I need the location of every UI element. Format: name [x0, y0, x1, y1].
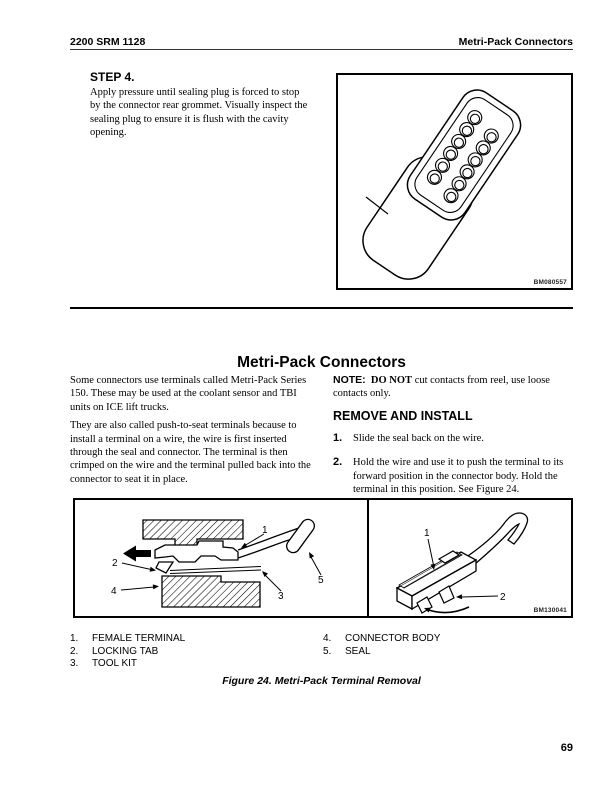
step4-heading: STEP 4. [90, 70, 135, 84]
seal-shape [284, 517, 317, 555]
paragraph-push-to-seat: They are also called push-to-seat terminals because to install a terminal on a wire, the wire is first inserted through the seal and connector. The terminal is then crimped on the wire and the terminal pulled back into the connector to seat it in place. [70, 420, 311, 485]
terminal-isometric-view [369, 500, 571, 616]
section-title: Metri-Pack Connectors [237, 354, 406, 372]
callout-arrowhead-3 [262, 571, 268, 577]
tool-kit-line-1 [170, 567, 261, 571]
figure-code: BM080557 [533, 279, 567, 286]
right-column [333, 374, 577, 507]
callout-leader-2 [122, 563, 151, 570]
figure24-legend-right [323, 633, 440, 658]
callout-leader-5 [311, 557, 321, 575]
figure24-box [73, 498, 573, 618]
procedure-step-1 [333, 432, 577, 445]
step4-body: Apply pressure until sealing plug is forced to stop by the connector rear grommet. Visually inspect the sealing plug to ensure it is flush with the cavity opening. [90, 87, 308, 139]
figure24-caption: Figure 24. Metri-Pack Terminal Removal [222, 675, 421, 687]
callout-number-r1: 1 [424, 528, 430, 539]
removal-direction-arrow [123, 546, 151, 562]
left-column [70, 374, 316, 491]
connector-body-lower-hatch [162, 576, 260, 607]
legend-item [70, 646, 185, 659]
legend-number: 4. [323, 633, 332, 644]
callout-leader-r1 [428, 539, 434, 565]
step4-block [90, 70, 310, 140]
callout-number-r2: 2 [500, 592, 506, 603]
legend-item [70, 633, 185, 646]
header-rule [70, 49, 573, 50]
legend-number: 1. [70, 633, 79, 644]
remove-install-heading: REMOVE AND INSTALL [333, 408, 473, 423]
note-do-not: DO NOT [370, 375, 413, 386]
connector-illustration [338, 75, 567, 284]
wire-shape [465, 513, 528, 564]
legend-number: 3. [70, 658, 79, 670]
legend-number: 5. [323, 645, 332, 657]
callout-arrowhead-2 [150, 567, 156, 572]
locking-tab-shape [156, 562, 173, 573]
note-text: cut contacts from reel, use loose contacts only. [333, 375, 550, 400]
header-section-title: Metri-Pack Connectors [458, 36, 573, 48]
legend-label: SEAL [345, 645, 371, 657]
page-number: 69 [560, 742, 573, 754]
callout-arrowhead-4 [153, 584, 159, 589]
legend-label: FEMALE TERMINAL [92, 633, 186, 644]
figure24-legend-left [70, 633, 185, 671]
callout-number-3: 3 [278, 591, 284, 602]
callout-leader-r2 [462, 596, 498, 597]
step-number: 2. [333, 456, 343, 469]
callout-number-4: 4 [111, 586, 117, 597]
connector-figure-box [336, 73, 573, 290]
callout-number-2: 2 [112, 558, 118, 569]
header-document-number: 2200 SRM 1128 [70, 36, 146, 48]
figure-code: BM130041 [533, 607, 567, 614]
callout-arrowhead-r2 [456, 594, 462, 599]
rotation-arrow [426, 607, 469, 613]
legend-label: LOCKING TAB [92, 645, 159, 657]
legend-number: 2. [70, 645, 79, 657]
step-text: Slide the seal back on the wire. [353, 432, 484, 444]
legend-item [323, 633, 440, 646]
callout-number-5: 5 [318, 575, 324, 586]
legend-item [70, 658, 185, 671]
note-paragraph [333, 374, 577, 401]
legend-label: TOOL KIT [92, 658, 138, 670]
section-rule [70, 307, 573, 309]
note-label: NOTE: [333, 374, 366, 386]
step-number: 1. [333, 431, 343, 444]
terminal-removal-cross-section [75, 500, 367, 616]
paragraph-series150: Some connectors use terminals called Metri-Pack Series 150. These may be used at the coolant sensor and TBI units on ICE lift trucks. [70, 375, 307, 413]
legend-item [323, 646, 440, 659]
callout-leader-3 [265, 575, 281, 591]
legend-label: CONNECTOR BODY [345, 633, 441, 644]
tool-kit-line-2 [170, 570, 261, 574]
callout-leader-4 [121, 587, 154, 590]
callout-number-1: 1 [262, 525, 268, 536]
procedure-step-2 [333, 456, 577, 496]
step-text: Hold the wire and use it to push the terminal to its forward position in the connector body. Hold the terminal in this position. See Figure 24. [353, 457, 564, 496]
